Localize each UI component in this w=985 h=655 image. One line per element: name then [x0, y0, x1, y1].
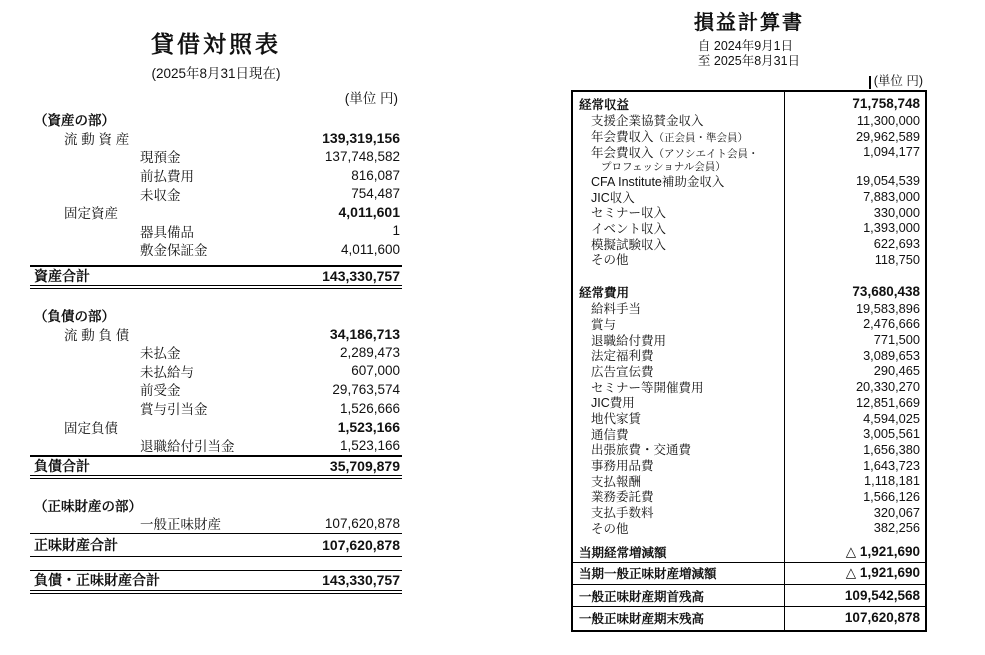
period-from: 自 2024年9月1日 — [697, 39, 794, 53]
row-value: △ 1,921,690 — [845, 543, 920, 559]
row-label: 当期経常増減額 — [579, 545, 667, 560]
row-label: セミナー収入 — [591, 206, 667, 221]
pl-row — [573, 204, 925, 220]
bs-row — [30, 147, 402, 166]
row-label: 経常費用 — [579, 285, 630, 300]
row-value: 754,487 — [351, 186, 400, 202]
row-label: 未収金 — [140, 187, 181, 203]
row-label: 当期一般正味財産増減額 — [579, 567, 717, 582]
pl-row — [573, 489, 925, 505]
row-label: 賞与 — [591, 317, 617, 332]
column-divider — [784, 92, 785, 630]
row-value: 382,256 — [873, 520, 920, 536]
row-label: 固定資産 — [64, 206, 118, 222]
row-label: 支払手数料 — [591, 506, 654, 521]
bs-row — [30, 240, 402, 259]
row-label: セミナー等開催費用 — [591, 380, 704, 395]
income-statement-unit — [571, 72, 927, 89]
bs-row — [30, 570, 402, 594]
pl-row — [573, 442, 925, 458]
spacer-row — [30, 557, 402, 570]
pl-row — [573, 173, 925, 189]
row-label-small: （アソシエイト会員・ — [653, 147, 759, 160]
pl-row — [573, 252, 925, 268]
pl-row — [573, 332, 925, 348]
row-label: 敷金保証金 — [140, 243, 208, 259]
row-value: 118,750 — [874, 251, 920, 267]
row-label: 通信費 — [591, 427, 629, 442]
row-value: 1 — [392, 223, 400, 239]
row-value: 7,883,000 — [863, 189, 920, 205]
row-value: 34,186,713 — [329, 325, 400, 342]
pl-row — [573, 316, 925, 332]
pl-row — [573, 606, 925, 628]
row-label: 負債・正味財産合計 — [34, 572, 160, 589]
row-value: 29,763,574 — [332, 381, 400, 397]
bs-row — [30, 129, 402, 148]
row-label: CFA Institute補助金収入 — [591, 174, 725, 189]
row-label: 年会費収入（正会員・準会員） — [591, 130, 749, 145]
pl-row — [573, 363, 925, 379]
row-value: △ 1,921,690 — [845, 565, 920, 581]
row-value: 4,594,025 — [863, 410, 920, 426]
row-value: 816,087 — [351, 167, 400, 183]
income-statement-unit-label: (単位 円) — [873, 74, 923, 88]
bs-row — [30, 362, 402, 381]
row-label: 退職給付引当金 — [140, 439, 235, 455]
row-label: 流 動 資 産 — [64, 131, 130, 147]
pl-row — [573, 189, 925, 205]
row-value: 330,000 — [873, 204, 920, 220]
row-value: 11,300,000 — [856, 112, 920, 128]
balance-sheet — [30, 26, 402, 594]
row-value: 107,620,878 — [322, 536, 400, 553]
bs-row — [30, 110, 402, 129]
row-label: 法定福利費 — [591, 349, 654, 364]
row-value: 1,643,723 — [863, 457, 920, 473]
bs-row — [30, 496, 402, 515]
income-statement-period — [571, 39, 927, 69]
row-value: 1,393,000 — [863, 220, 920, 236]
balance-sheet-date: (2025年8月31日現在) — [151, 66, 281, 81]
row-value: 320,067 — [873, 504, 920, 520]
row-value: 1,094,177 — [863, 144, 920, 160]
row-value: 290,465 — [873, 363, 920, 379]
period-block — [698, 39, 800, 69]
bs-row — [30, 166, 402, 185]
row-value: 143,330,757 — [322, 267, 400, 284]
income-statement-title: 損益計算書 — [694, 12, 804, 34]
row-value: 4,011,601 — [338, 204, 400, 221]
pl-row — [573, 236, 925, 252]
row-value: 607,000 — [351, 363, 400, 379]
pl-row — [573, 410, 925, 426]
row-value: 29,962,589 — [855, 128, 920, 144]
row-label: 支援企業協賛金収入 — [591, 114, 704, 129]
bs-row — [30, 265, 402, 289]
pl-row — [573, 542, 925, 562]
bs-row — [30, 455, 402, 479]
row-value: 1,566,126 — [863, 488, 920, 504]
bs-row — [30, 533, 402, 557]
row-label: 未払給与 — [140, 364, 194, 380]
period-to: 至 2025年8月31日 — [697, 54, 801, 68]
spacer-row — [30, 289, 402, 306]
row-label: （負債の部） — [34, 309, 115, 325]
spacer-row — [30, 479, 402, 496]
row-label: （正味財産の部） — [34, 498, 142, 514]
row-label: 給料手当 — [591, 302, 642, 317]
row-label: 正味財産合計 — [34, 536, 118, 553]
row-value: 1,656,380 — [863, 441, 920, 457]
pl-row — [573, 144, 925, 160]
pl-row — [573, 379, 925, 395]
pl-row — [573, 584, 925, 606]
pl-row — [573, 300, 925, 316]
bs-row — [30, 184, 402, 203]
row-label: 事務用品費 — [591, 459, 654, 474]
bs-row — [30, 203, 402, 222]
balance-sheet-unit-label: (単位 円) — [344, 91, 398, 106]
bs-row — [30, 306, 402, 325]
pl-row — [573, 395, 925, 411]
row-label: 現預金 — [140, 150, 181, 166]
row-label: 一般正味財産期首残高 — [579, 589, 705, 604]
row-value: 73,680,438 — [852, 284, 920, 300]
row-label: （資産の部） — [34, 113, 115, 129]
row-value: 71,758,748 — [852, 96, 920, 112]
bs-row — [30, 436, 402, 455]
pl-row — [573, 220, 925, 236]
row-label: 前払費用 — [140, 169, 194, 185]
row-label: 経常収益 — [579, 97, 630, 112]
row-label: 模擬試験収入 — [591, 237, 667, 252]
row-label: 未払金 — [140, 346, 181, 362]
pl-row — [573, 520, 925, 536]
row-value: 137,748,582 — [324, 148, 400, 164]
row-value: 143,330,757 — [322, 572, 400, 589]
row-label: 負債合計 — [34, 457, 90, 474]
row-value: 1,523,166 — [339, 437, 400, 453]
pl-row — [573, 283, 925, 301]
row-value: 4,011,600 — [340, 241, 400, 257]
pl-row — [573, 426, 925, 442]
row-label: 業務委託費 — [591, 490, 654, 505]
row-value: 1,526,666 — [339, 400, 400, 416]
row-label: 支払報酬 — [591, 474, 642, 489]
pl-row — [573, 562, 925, 584]
pl-row — [573, 347, 925, 363]
row-value: 2,476,666 — [863, 316, 920, 332]
row-label-small: プロフェッショナル会員） — [601, 160, 726, 173]
bs-row — [30, 399, 402, 418]
row-label: 資産合計 — [34, 267, 90, 284]
row-label: JIC収入 — [591, 190, 635, 205]
row-value: 139,319,156 — [322, 129, 400, 146]
row-label: その他 — [591, 253, 629, 268]
row-value: 35,709,879 — [329, 457, 400, 474]
row-value: 1,523,166 — [337, 418, 400, 435]
unit-divider-tick — [869, 76, 871, 89]
row-value: 20,330,270 — [855, 379, 920, 395]
row-label: 出張旅費・交通費 — [591, 443, 692, 458]
row-label: 年会費収入（アソシエイト会員・ — [591, 145, 759, 160]
row-label: 固定負債 — [64, 420, 118, 436]
row-label: JIC費用 — [591, 396, 635, 411]
row-label: 一般正味財産期末残高 — [579, 611, 705, 626]
bs-row — [30, 324, 402, 343]
row-value: 1,118,181 — [864, 473, 920, 489]
income-statement — [571, 6, 927, 632]
pl-row — [573, 128, 925, 144]
spacer-row — [573, 267, 925, 283]
bs-row — [30, 222, 402, 241]
row-label: 一般正味財産 — [140, 517, 221, 533]
pl-row — [573, 457, 925, 473]
row-value: 19,583,896 — [855, 300, 920, 316]
pl-row — [573, 113, 925, 129]
balance-sheet-rows — [30, 110, 402, 594]
row-label: 広告宣伝費 — [591, 364, 654, 379]
row-value: 109,542,568 — [844, 588, 920, 604]
row-label: 賞与引当金 — [140, 402, 208, 418]
row-label: イベント収入 — [591, 221, 667, 236]
row-label: 器具備品 — [140, 224, 194, 240]
income-statement-table — [571, 90, 927, 632]
pl-row — [573, 504, 925, 520]
bs-row — [30, 343, 402, 362]
row-label: 地代家賃 — [591, 412, 642, 427]
row-value: 107,620,878 — [844, 610, 920, 626]
row-label: 前受金 — [140, 383, 181, 399]
row-value: 107,620,878 — [324, 515, 400, 531]
row-value: 622,693 — [873, 236, 920, 252]
row-label-small: （正会員・準会員） — [653, 132, 749, 145]
row-label: 退職給付費用 — [591, 333, 667, 348]
row-value: 771,500 — [873, 332, 920, 348]
balance-sheet-title: 貸借対照表 — [151, 31, 281, 57]
row-value: 12,851,669 — [855, 394, 920, 410]
bs-row — [30, 380, 402, 399]
row-value: 3,089,653 — [863, 347, 920, 363]
pl-row — [573, 95, 925, 113]
bs-row — [30, 417, 402, 436]
row-value: 2,289,473 — [339, 344, 400, 360]
row-value: 19,054,539 — [855, 173, 920, 189]
row-label: その他 — [591, 521, 629, 536]
bs-row — [30, 514, 402, 533]
row-value: 3,005,561 — [863, 426, 920, 442]
row-label: 流 動 負 債 — [64, 327, 130, 343]
pl-row — [573, 473, 925, 489]
